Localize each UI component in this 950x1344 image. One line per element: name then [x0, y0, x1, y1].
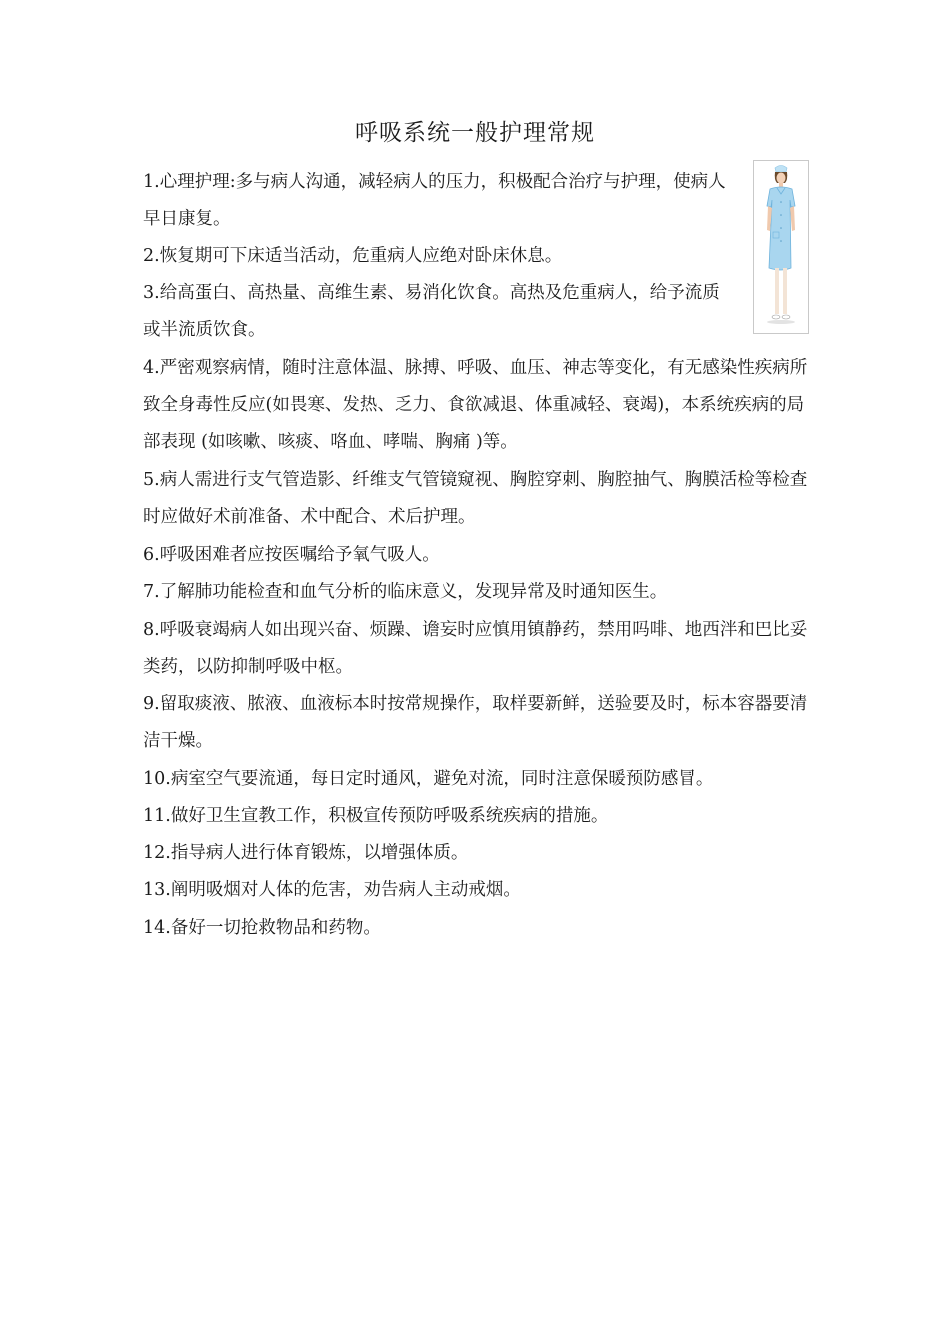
list-item-4: 4.严密观察病情，随时注意体温、脉搏、呼吸、血压、神志等变化，有无感染性疾病所致全身毒性反应(如畏寒、发热、乏力、食欲减退、体重减轻、衰竭)，本系统疾病的局部表现 (如咳嗽、咳痰、咯血、哮喘、胸痛 )等。: [143, 358, 808, 452]
list-item-3: 3.给高蛋白、高热量、高维生素、易消化饮食。高热及危重病人，给予流质或半流质饮食。: [143, 283, 720, 340]
list-item-14: 14.备好一切抢救物品和药物。: [143, 918, 381, 938]
list-item-5: 5.病人需进行支气管造影、纤维支气管镜窥视、胸腔穿刺、胸腔抽气、胸膜活检等检查时应做好术前准备、术中配合、术后护理。: [143, 470, 808, 527]
list-item-9: 9.留取痰液、脓液、血液标本时按常规操作，取样要新鲜，送验要及时，标本容器要清洁干燥。: [143, 694, 808, 751]
list-item-2: 2.恢复期可下床适当活动，危重病人应绝对卧床休息。: [143, 246, 563, 266]
page-title: 呼吸系统一般护理常规: [355, 120, 595, 146]
list-item-1: 1.心理护理:多与病人沟通，减轻病人的压力，积极配合治疗与护理，使病人早日康复。: [143, 172, 726, 229]
list-item-6: 6.呼吸困难者应按医嘱给予氧气吸人。: [143, 545, 440, 565]
list-item-11: 11.做好卫生宣教工作，积极宣传预防呼吸系统疾病的措施。: [143, 806, 609, 826]
nurse-illustration-icon: [753, 160, 809, 334]
list-item-10: 10.病室空气要流通，每日定时通风，避免对流，同时注意保暖预防感冒。: [143, 769, 714, 789]
list-item-12: 12.指导病人进行体育锻炼，以增强体质。: [143, 843, 469, 863]
list-item-7: 7.了解肺功能检查和血气分析的临床意义，发现异常及时通知医生。: [143, 582, 668, 602]
list-item-13: 13.阐明吸烟对人体的危害，劝告病人主动戒烟。: [143, 880, 521, 900]
list-item-8: 8.呼吸衰竭病人如出现兴奋、烦躁、谵妄时应慎用镇静药，禁用吗啡、地西泮和巴比妥类药，以防抑制呼吸中枢。: [143, 620, 808, 677]
